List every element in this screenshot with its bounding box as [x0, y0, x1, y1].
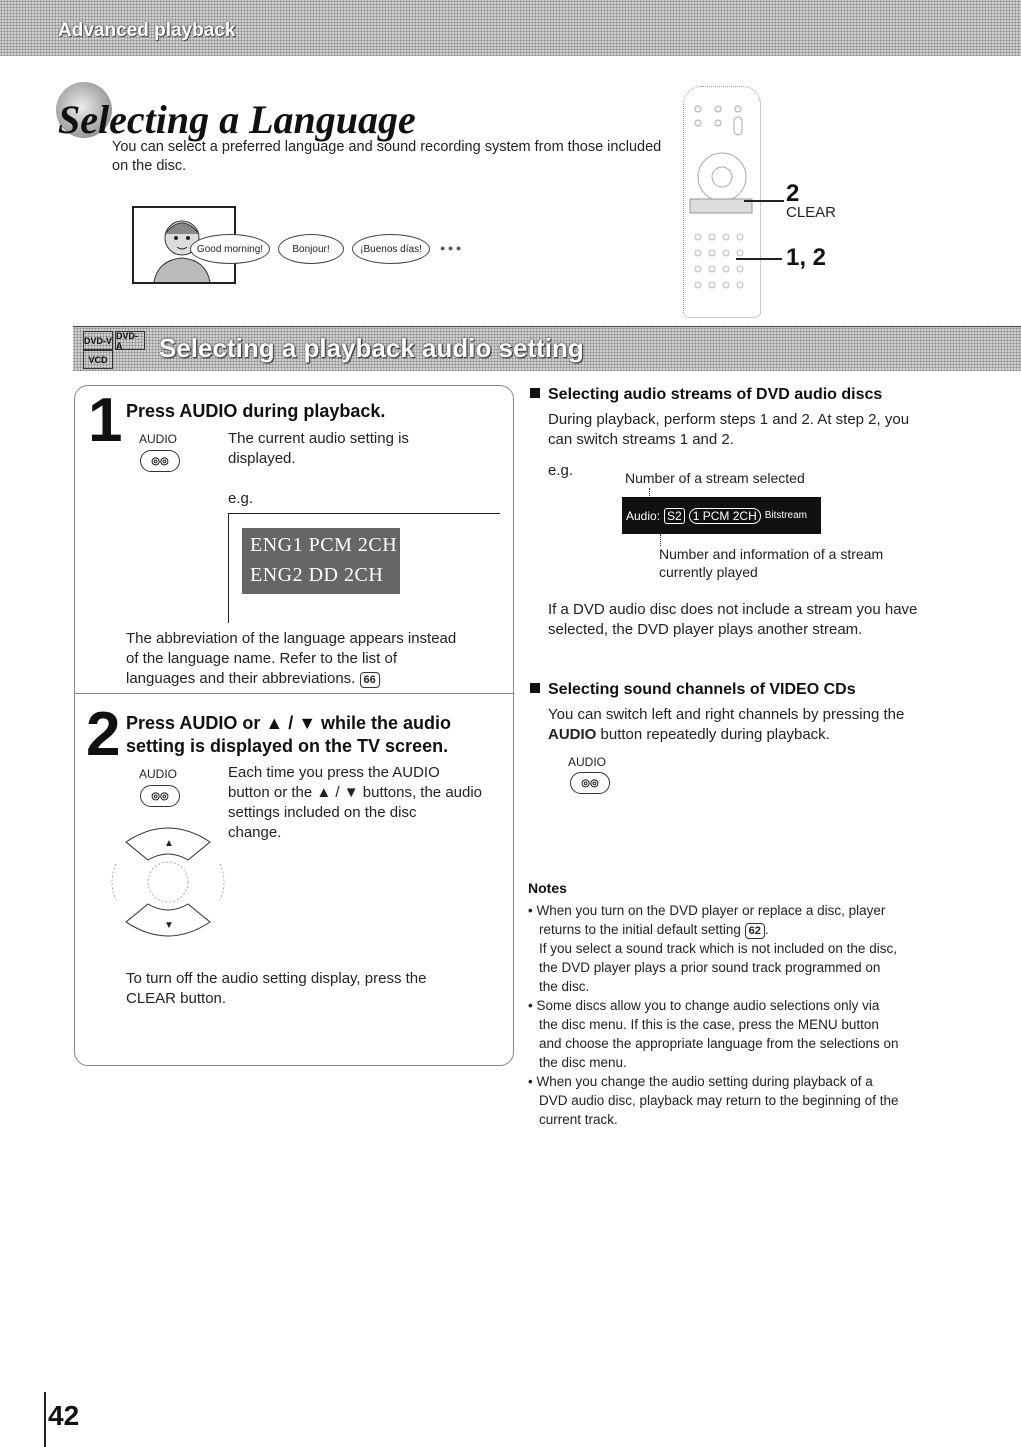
section-bar	[73, 326, 1021, 371]
speech-bubble-1: Good morning!	[190, 234, 270, 264]
osd-line-1: ENG1 PCM 2CH	[250, 534, 398, 556]
speech-bubble-2: Bonjour!	[278, 234, 344, 264]
osd-bitstream: Bitstream	[764, 510, 807, 521]
sub1-after-1: If a DVD audio disc does not include a stream you have	[548, 601, 918, 618]
step-2-desc-3: settings included on the disc	[228, 804, 417, 821]
step-1-eg: e.g.	[228, 490, 254, 507]
intro-text: You can select a preferred language and sound recording system from those included on the disc.	[112, 139, 662, 174]
callout-step-2: 2	[786, 180, 800, 207]
osd-line-2: ENG2 DD 2CH	[250, 564, 384, 586]
step-2-button-label: AUDIO	[139, 767, 178, 781]
page-number-rule	[44, 1392, 46, 1447]
callout-clear-label: CLEAR	[786, 204, 837, 221]
note-item-1: • When you turn on the DVD player or replace a disc, player returns to the initial default setting 62 . If you select a sound track which is not included on the disc, the DVD player plays a prior sound track programmed on the disc.	[528, 903, 897, 994]
step-1-note-2: of the language name. Refer to the list of	[126, 650, 398, 667]
step-1-title: Press AUDIO during playback.	[126, 401, 386, 421]
sub1-after-2: selected, the DVD player plays another stream.	[548, 621, 863, 638]
step-1-button-label: AUDIO	[139, 432, 178, 446]
step-2-desc-1: Each time you press the AUDIO	[228, 764, 440, 781]
speech-bubble-3: ¡Buenos días!	[352, 234, 430, 264]
step-divider	[75, 693, 513, 694]
step-1-note-3: languages and their abbreviations. 66	[126, 669, 380, 689]
subsection-dvd-audio-heading: Selecting audio streams of DVD audio discs	[530, 386, 882, 404]
page-number: 42	[48, 1400, 80, 1431]
osd-audio-label: Audio:	[626, 508, 661, 523]
remote-illustration	[683, 86, 761, 318]
badge-dvd-a: DVD-A	[115, 331, 145, 350]
header-bar	[0, 0, 1021, 56]
step-2-title-1: Press AUDIO or ▲ / ▼ while the audio	[126, 713, 452, 733]
sub1-eg: e.g.	[548, 462, 574, 479]
audio-button-icon: ◎◎	[140, 785, 180, 807]
sub2-body-1: You can switch left and right channels by pressing the	[548, 706, 905, 723]
subsection-vcd-heading: Selecting sound channels of VIDEO CDs	[530, 681, 856, 699]
section-title: Selecting a playback audio setting	[159, 333, 584, 363]
bullet-icon	[530, 683, 540, 693]
notes-heading: Notes	[528, 880, 567, 896]
eg-rule	[228, 513, 500, 514]
step-1-note-1: The abbreviation of the language appears instead	[126, 630, 457, 647]
bullet-icon	[530, 388, 540, 398]
osd-stream-number: S2	[664, 508, 685, 524]
section-label: Advanced playback	[58, 20, 236, 41]
step-2-number: 2	[86, 700, 121, 769]
badge-dvd-v: DVD-V	[83, 331, 113, 350]
badge-vcd: VCD	[83, 350, 113, 369]
osd-audio-display	[242, 528, 400, 594]
sub1-body-2: can switch streams 1 and 2.	[548, 431, 734, 448]
callout-step-1-2: 1, 2	[786, 244, 827, 271]
pointer-line-bottom	[660, 534, 661, 546]
page-ref-62: 62	[745, 923, 765, 939]
remote-control-icon	[684, 87, 760, 317]
eg-rule-vertical	[228, 513, 229, 623]
direction-pad-icon	[108, 820, 228, 949]
note-item-3: • When you change the audio setting during playback of a DVD audio disc, playback may return to the beginning of the current track.	[528, 1074, 899, 1127]
label-stream-info-1: Number and information of a stream	[659, 546, 884, 562]
sub1-body-1: During playback, perform steps 1 and 2. At step 2, you	[548, 411, 910, 428]
step-2-desc-2: button or the ▲ / ▼ buttons, the audio	[228, 784, 483, 801]
step-2-clear-1: To turn off the audio setting display, press the	[126, 970, 427, 987]
audio-button-icon: ◎◎	[140, 450, 180, 472]
page-title: Selecting a Language	[58, 97, 416, 142]
step-2-clear-2: CLEAR button.	[126, 990, 227, 1007]
callout-line-clear	[744, 200, 784, 202]
page-ref-66: 66	[360, 672, 380, 688]
svg-text:▼: ▼	[164, 920, 174, 931]
stream-osd	[622, 497, 821, 534]
callout-line-audio	[736, 258, 782, 260]
sub2-button-label: AUDIO	[568, 755, 607, 769]
step-1-desc: The current audio setting is displayed.	[228, 430, 409, 467]
svg-text:▲: ▲	[164, 838, 174, 849]
step-2-desc-4: change.	[228, 824, 282, 841]
ellipsis: ● ● ●	[440, 243, 462, 253]
label-stream-info-2: currently played	[659, 564, 758, 580]
notes-list	[528, 901, 978, 1129]
step-2-title-2: setting is displayed on the TV screen.	[126, 736, 449, 756]
audio-button-icon: ◎◎	[570, 772, 610, 794]
osd-stream-info: 1 PCM 2CH	[689, 508, 761, 524]
sub2-body-2: AUDIO button repeatedly during playback.	[548, 726, 830, 743]
note-item-2: • Some discs allow you to change audio selections only via the disc menu. If this is the case, press the MENU button and choose the appropriate language from the selections on the disc menu.	[528, 998, 899, 1070]
step-1-number: 1	[88, 386, 123, 455]
label-stream-selected: Number of a stream selected	[625, 470, 805, 486]
